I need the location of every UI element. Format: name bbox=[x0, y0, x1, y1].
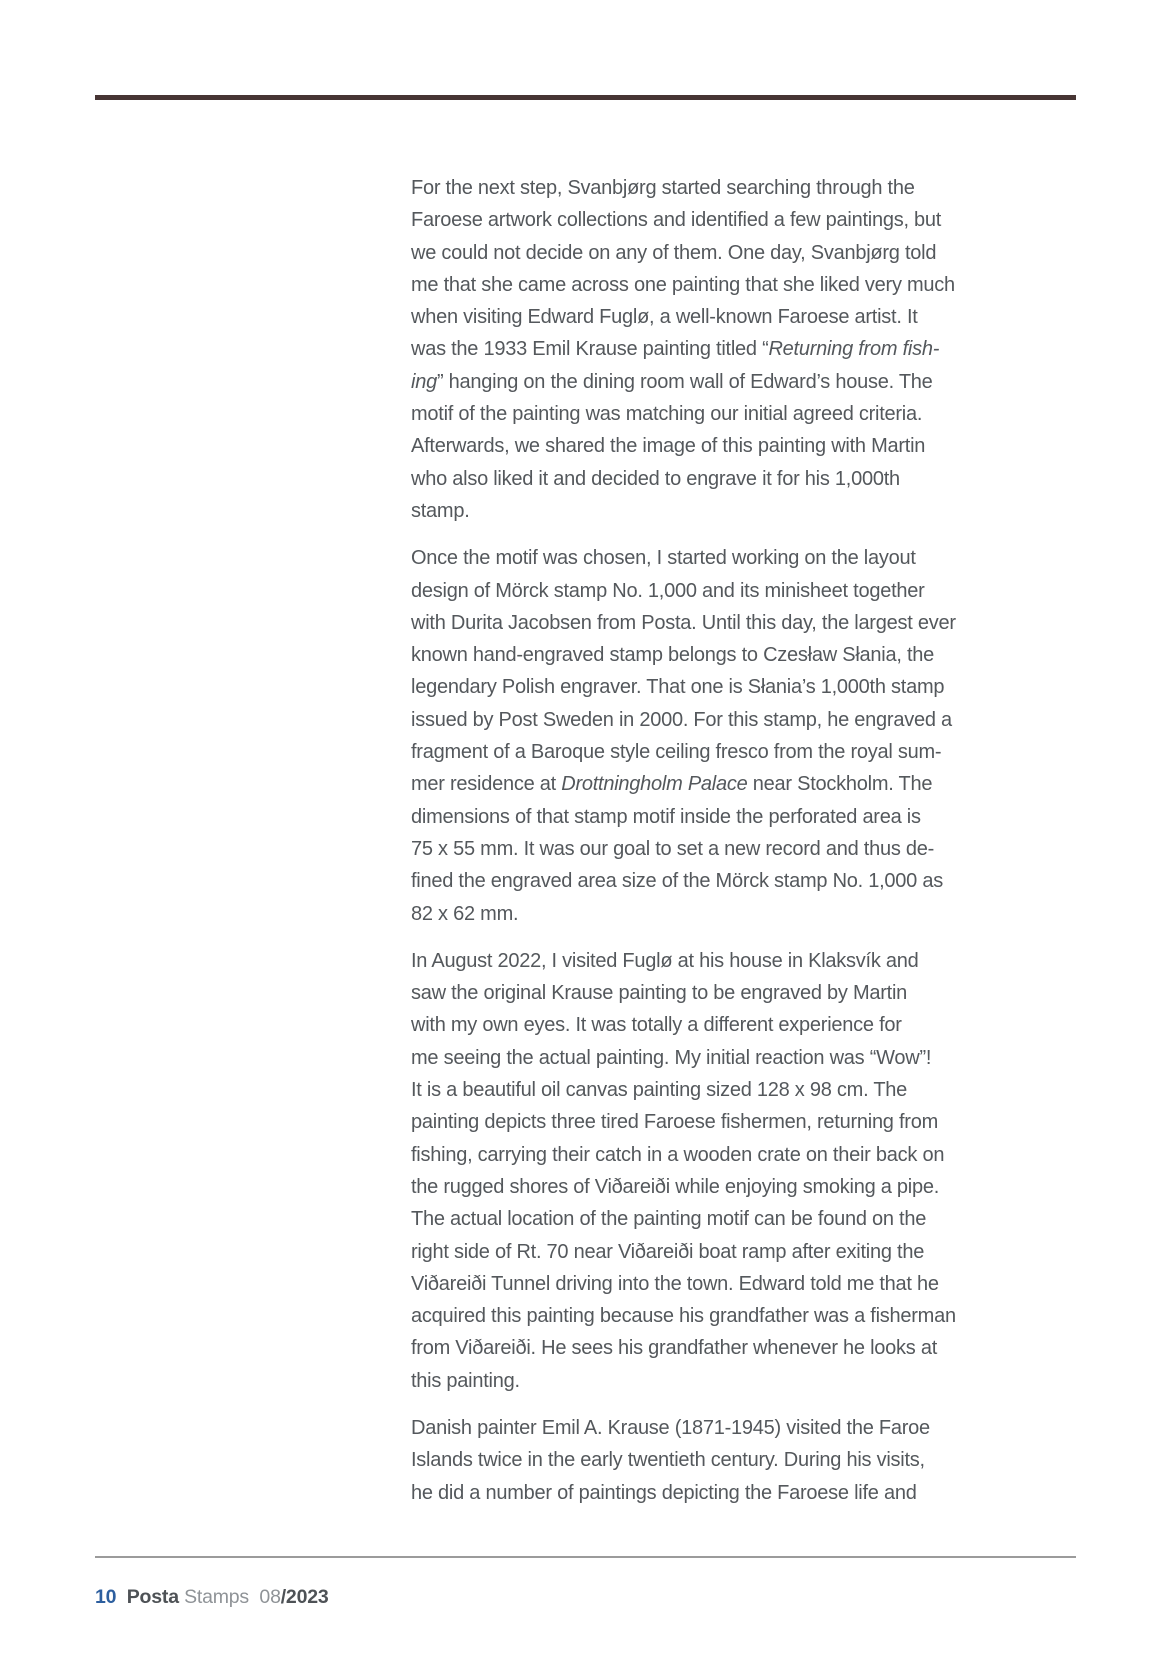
text-line bbox=[411, 237, 1051, 269]
text-line bbox=[411, 1074, 1051, 1106]
text-line bbox=[411, 1106, 1051, 1138]
text-line bbox=[411, 671, 1051, 703]
text-run: 75 x 55 mm. It was our goal to set a new record and thus de- bbox=[411, 837, 935, 860]
footer bbox=[95, 1586, 329, 1609]
text-line bbox=[411, 172, 1051, 204]
text-run: was the 1933 Emil Krause painting titled “ bbox=[411, 338, 769, 361]
text-run: from Viðareiði. He sees his grandfather whenever he looks at bbox=[411, 1337, 938, 1360]
text-line bbox=[411, 801, 1051, 833]
text-line bbox=[411, 898, 1051, 930]
text-run: fishing, carrying their catch in a wooden crate on their back on bbox=[411, 1143, 945, 1166]
text-line bbox=[411, 945, 1051, 977]
text-run: In August 2022, I visited Fuglø at his house in Klaksvík and bbox=[411, 949, 919, 972]
text-run: Faroese artwork collections and identified a few paintings, but bbox=[411, 209, 942, 232]
text-line bbox=[411, 977, 1051, 1009]
issue-prefix: 08 bbox=[259, 1586, 281, 1608]
text-run: this painting. bbox=[411, 1369, 520, 1392]
text-run: Afterwards, we shared the image of this painting with Martin bbox=[411, 435, 926, 458]
text-run: dimensions of that stamp motif inside the perforated area is bbox=[411, 805, 921, 828]
article bbox=[411, 172, 1051, 1524]
page-number: 10 bbox=[95, 1586, 117, 1608]
italic-text-run: Returning from fish- bbox=[768, 338, 940, 361]
text-line bbox=[411, 1009, 1051, 1041]
text-line bbox=[411, 1042, 1051, 1074]
italic-text-run: Drottningholm Palace bbox=[561, 773, 748, 796]
footer-rule bbox=[95, 1556, 1076, 1558]
text-run: Viðareiði Tunnel driving into the town. Edward told me that he bbox=[411, 1272, 939, 1295]
text-run: me seeing the actual painting. My initial reaction was “Wow”! bbox=[411, 1046, 932, 1069]
text-line bbox=[411, 865, 1051, 897]
brand-stamps: Stamps bbox=[184, 1586, 249, 1608]
text-line bbox=[411, 736, 1051, 768]
text-line bbox=[411, 1203, 1051, 1235]
text-line bbox=[411, 1171, 1051, 1203]
italic-text-run: ing bbox=[411, 370, 437, 393]
text-run: ” hanging on the dining room wall of Edward’s house. The bbox=[436, 370, 933, 393]
text-run: For the next step, Svanbjørg started searching through the bbox=[411, 177, 915, 199]
text-run: he did a number of paintings depicting the Faroese life and bbox=[411, 1481, 917, 1504]
text-run: design of Mörck stamp No. 1,000 and its minisheet together bbox=[411, 579, 925, 602]
text-line bbox=[411, 463, 1051, 495]
text-line bbox=[411, 833, 1051, 865]
text-line bbox=[411, 1332, 1051, 1364]
paragraph bbox=[411, 172, 1051, 527]
text-run: near Stockholm. The bbox=[747, 773, 933, 796]
text-run: acquired this painting because his grandfather was a fisherman bbox=[411, 1305, 956, 1328]
text-line bbox=[411, 430, 1051, 462]
text-line bbox=[411, 1444, 1051, 1476]
text-line bbox=[411, 1300, 1051, 1332]
text-line bbox=[411, 768, 1051, 800]
text-line bbox=[411, 1412, 1051, 1444]
text-run: when visiting Edward Fuglø, a well-known Faroese artist. It bbox=[411, 306, 918, 329]
text-line bbox=[411, 542, 1051, 574]
footer-spacer bbox=[116, 1586, 126, 1608]
text-line bbox=[411, 607, 1051, 639]
text-line bbox=[411, 704, 1051, 736]
paragraph bbox=[411, 945, 1051, 1397]
text-run: fined the engraved area size of the Mörck stamp No. 1,000 as bbox=[411, 870, 943, 893]
text-line bbox=[411, 1268, 1051, 1300]
text-run: mer residence at bbox=[411, 773, 562, 796]
text-line bbox=[411, 495, 1051, 527]
text-line bbox=[411, 1477, 1051, 1509]
text-run: right side of Rt. 70 near Viðareiði boat ramp after exiting the bbox=[411, 1240, 925, 1263]
text-line bbox=[411, 575, 1051, 607]
footer-spacer bbox=[249, 1586, 259, 1608]
text-run: we could not decide on any of them. One day, Svanbjørg told bbox=[411, 241, 937, 264]
text-line bbox=[411, 301, 1051, 333]
text-line bbox=[411, 366, 1051, 398]
paragraph bbox=[411, 1412, 1051, 1509]
text-run: It is a beautiful oil canvas painting sized 128 x 98 cm. The bbox=[411, 1079, 908, 1102]
text-line bbox=[411, 269, 1051, 301]
text-run: painting depicts three tired Faroese fishermen, returning from bbox=[411, 1111, 938, 1134]
text-run: Once the motif was chosen, I started working on the layout bbox=[411, 547, 916, 570]
text-run: The actual location of the painting motif can be found on the bbox=[411, 1208, 927, 1231]
text-run: Islands twice in the early twentieth century. During his visits, bbox=[411, 1449, 925, 1472]
text-run: with my own eyes. It was totally a different experience for bbox=[411, 1014, 902, 1037]
text-line bbox=[411, 1139, 1051, 1171]
text-run: motif of the painting was matching our initial agreed criteria. bbox=[411, 403, 923, 426]
text-line bbox=[411, 1236, 1051, 1268]
text-run: legendary Polish engraver. That one is Słania’s 1,000th stamp bbox=[411, 676, 945, 699]
text-line bbox=[411, 333, 1051, 365]
text-run: known hand-engraved stamp belongs to Czesław Słania, the bbox=[411, 644, 934, 667]
text-run: me that she came across one painting that she liked very much bbox=[411, 273, 955, 296]
text-run: Danish painter Emil A. Krause (1871-1945) visited the Faroe bbox=[411, 1416, 930, 1439]
text-line bbox=[411, 398, 1051, 430]
top-rule bbox=[95, 95, 1076, 100]
text-run: who also liked it and decided to engrave it for his 1,000th bbox=[411, 467, 900, 490]
text-line bbox=[411, 1365, 1051, 1397]
issue-year: /2023 bbox=[280, 1586, 329, 1608]
text-run: stamp. bbox=[411, 499, 470, 522]
text-run: with Durita Jacobsen from Posta. Until this day, the largest ever bbox=[411, 611, 956, 634]
text-line bbox=[411, 639, 1051, 671]
text-run: 82 x 62 mm. bbox=[411, 902, 519, 925]
text-run: the rugged shores of Viðareiði while enjoying smoking a pipe. bbox=[411, 1175, 940, 1198]
text-line bbox=[411, 204, 1051, 236]
paragraph bbox=[411, 542, 1051, 930]
brand-posta: Posta bbox=[126, 1586, 179, 1608]
text-run: issued by Post Sweden in 2000. For this stamp, he engraved a bbox=[411, 708, 952, 731]
text-run: saw the original Krause painting to be engraved by Martin bbox=[411, 982, 908, 1005]
text-run: fragment of a Baroque style ceiling fresco from the royal sum- bbox=[411, 741, 942, 764]
